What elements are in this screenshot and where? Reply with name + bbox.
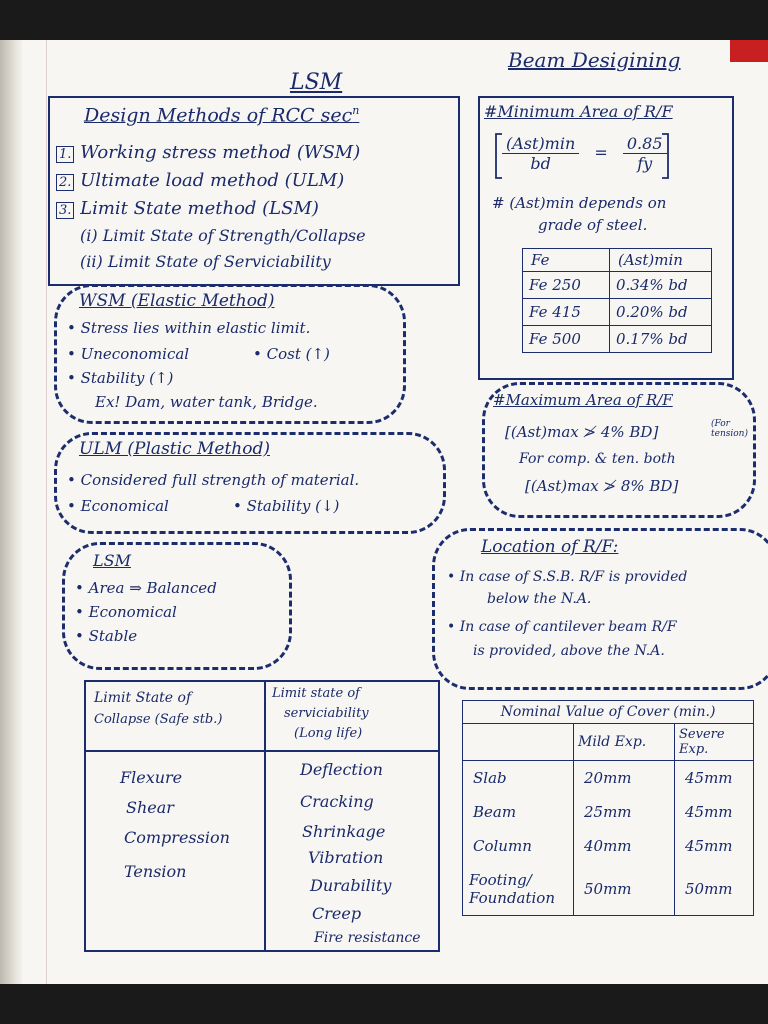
ulm-heading: ULM (Plastic Method): [79, 439, 270, 459]
red-corner-mark: [730, 40, 768, 62]
serviceability-item: Durability: [310, 876, 392, 895]
notebook-page: [0, 40, 768, 984]
cover-cell: 45mm: [675, 761, 754, 796]
collapse-item: Tension: [124, 862, 187, 881]
cover-cell: Slab: [463, 761, 574, 796]
table-cell: 0.17% bd: [610, 326, 712, 353]
limit-state-table: [84, 680, 440, 952]
collapse-header-1: Limit State of: [94, 690, 192, 706]
min-area-table: [522, 248, 712, 353]
method-sub-item: [80, 252, 331, 271]
lsm-cloud-line-3: • Stable: [75, 627, 138, 645]
lsm-title: LSM: [290, 70, 343, 95]
sub-text: Limit State of Strength/Collapse: [102, 226, 366, 245]
beam-designing-title: Beam Desigining: [508, 48, 681, 72]
cover-cell: 40mm: [574, 829, 675, 863]
formula-numerator-2: 0.85: [623, 134, 667, 154]
table-row: [463, 795, 754, 829]
cover-cell: 45mm: [675, 829, 754, 863]
table-cell: 0.34% bd: [610, 272, 712, 299]
ulm-cloud: [54, 432, 446, 534]
location-line-2: below the N.A.: [487, 591, 592, 607]
lsm-cloud-line-2: • Economical: [75, 603, 177, 621]
design-methods-heading-text: Design Methods of RCC sec: [84, 104, 353, 127]
table-row: [463, 761, 754, 796]
cover-cell: 25mm: [574, 795, 675, 829]
max-area-heading: #Maximum Area of R/F: [493, 391, 673, 409]
lsm-cloud-heading: LSM: [93, 551, 131, 570]
collapse-item: Compression: [124, 828, 230, 847]
location-heading: Location of R/F:: [481, 537, 619, 557]
cover-cell: Column: [463, 829, 574, 863]
wsm-line-1: • Stress lies within elastic limit.: [67, 319, 311, 337]
sub-text: Limit State of Serviciability: [107, 252, 331, 271]
nominal-cover-table: [462, 700, 754, 916]
lsm-cloud: [62, 542, 292, 670]
margin-line: [46, 40, 47, 984]
cover-title-row: [463, 701, 754, 724]
method-num: 3.: [56, 202, 74, 219]
ulm-line-2b: • Stability (↓): [233, 497, 340, 515]
cover-header-cell: [463, 724, 574, 761]
serviceability-item: Vibration: [308, 848, 384, 867]
table-row: [463, 863, 754, 916]
max-area-line-2: For comp. & ten. both: [519, 451, 676, 467]
min-area-note-1: # (Ast)min depends on: [492, 194, 667, 212]
ulm-line-1: • Considered full strength of material.: [67, 471, 360, 489]
method-num: 2.: [56, 174, 74, 191]
table-header-cell: (Ast)min: [610, 249, 712, 272]
wsm-line-4: Ex! Dam, water tank, Bridge.: [95, 393, 318, 411]
serviceability-header-2: serviciability: [284, 706, 369, 721]
page-binding: [0, 40, 22, 984]
table-cell: 0.20% bd: [610, 299, 712, 326]
table-header-row: [523, 249, 712, 272]
collapse-header-2: Collapse (Safe stb.): [94, 712, 223, 727]
wsm-line-2a: • Uneconomical: [67, 345, 190, 363]
max-area-formula-1-note: (For tension): [711, 419, 748, 439]
formula-numerator: (Ast)min: [502, 134, 579, 154]
table-header-cell: Fe: [523, 249, 610, 272]
method-item: [56, 198, 319, 219]
table-cell: Fe 500: [523, 326, 610, 353]
cover-cell: Footing/ Foundation: [463, 863, 574, 916]
wsm-cloud: [54, 284, 406, 424]
formula-denominator: bd: [530, 154, 551, 173]
sub-num: (i): [80, 226, 98, 245]
max-area-formula-2: [(Ast)max ≯ 8% BD]: [525, 477, 679, 495]
method-text: Limit State method (LSM): [80, 198, 319, 219]
serviceability-item: Shrinkage: [302, 822, 386, 841]
design-methods-heading-sup: n: [352, 104, 360, 117]
location-line-1: • In case of S.S.B. R/F is provided: [447, 569, 688, 585]
serviceability-item: Creep: [312, 904, 362, 923]
max-area-cloud: [482, 382, 756, 518]
serviceability-item: Fire resistance: [314, 930, 421, 946]
cover-cell: 50mm: [574, 863, 675, 916]
serviceability-item: Cracking: [300, 792, 374, 811]
table-cell: Fe 415: [523, 299, 610, 326]
cover-cell: 50mm: [675, 863, 754, 916]
design-methods-box: [48, 96, 460, 286]
cover-header-row: [463, 724, 754, 761]
serviceability-item: Deflection: [300, 760, 383, 779]
sub-num: (ii): [80, 252, 103, 271]
method-item: [56, 170, 344, 191]
method-num: 1.: [56, 146, 74, 163]
max-area-formula-1: [(Ast)max ≯ 4% BD]: [505, 423, 659, 441]
collapse-item: Flexure: [120, 768, 183, 787]
cover-cell: 45mm: [675, 795, 754, 829]
formula-equals: =: [594, 143, 608, 162]
ulm-line-2a: • Economical: [67, 497, 169, 515]
wsm-heading: WSM (Elastic Method): [79, 291, 275, 311]
collapse-item: Shear: [126, 798, 174, 817]
wsm-line-3: • Stability (↑): [67, 369, 174, 387]
table-row: [523, 326, 712, 353]
cover-cell: Beam: [463, 795, 574, 829]
method-item: [56, 142, 360, 163]
location-line-3: • In case of cantilever beam R/F: [447, 619, 677, 635]
cover-cell: 20mm: [574, 761, 675, 796]
cover-title: Nominal Value of Cover (min.): [463, 701, 754, 724]
wsm-line-2b: • Cost (↑): [253, 345, 330, 363]
table-row: [523, 272, 712, 299]
table-row: [463, 829, 754, 863]
table-cell: Fe 250: [523, 272, 610, 299]
serviceability-header-3: (Long life): [294, 726, 363, 741]
location-line-4: is provided, above the N.A.: [473, 643, 665, 659]
cover-header-cell: Mild Exp.: [574, 724, 675, 761]
design-methods-heading: [84, 104, 359, 126]
formula-brackets: [494, 132, 674, 182]
method-text: Working stress method (WSM): [80, 142, 361, 163]
serviceability-header-1: Limit state of: [272, 686, 360, 701]
min-area-note-2: grade of steel.: [538, 216, 648, 234]
lsm-cloud-line-1: • Area ⇒ Balanced: [75, 579, 217, 597]
minimum-area-box: [478, 96, 734, 380]
method-text: Ultimate load method (ULM): [80, 170, 345, 191]
table-row: [523, 299, 712, 326]
method-sub-item: [80, 226, 366, 245]
location-cloud: [432, 528, 768, 690]
min-area-heading: #Minimum Area of R/F: [484, 102, 673, 121]
cover-header-cell: Severe Exp.: [675, 724, 754, 761]
formula-denominator-2: fy: [637, 154, 653, 173]
